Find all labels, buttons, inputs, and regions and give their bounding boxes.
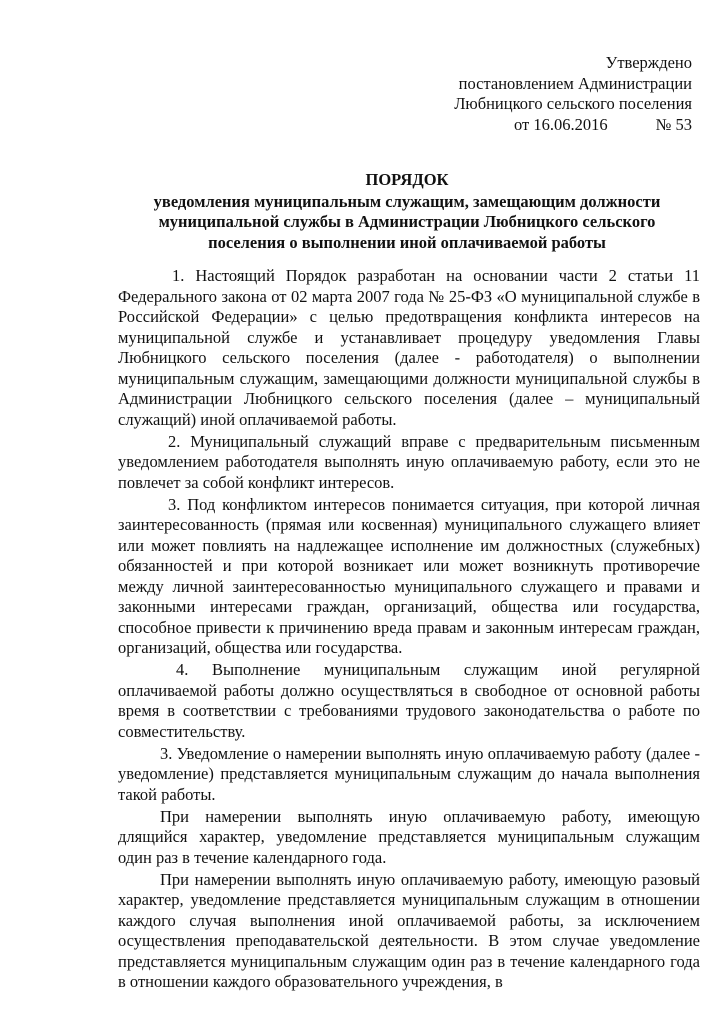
approval-settlement: Любницкого сельского поселения: [454, 94, 692, 113]
title-subtitle-line-3: поселения о выполнении иной оплачиваемой работы: [208, 232, 606, 252]
approval-number: № 53: [655, 114, 692, 134]
paragraph-7: При намерении выполнять иную оплачиваемую работу, имеющую разовый характер, уведомление представляется муниципальным служащим в отношении каждого случая выполнения иной оплачиваемой работы, за исключением осуществления преподавательской деятельности. В этом случае уведомление представляется муниципальным служащим один раз в течение календарного года в отношении каждого образовательного учреждения, в: [118, 869, 700, 991]
approval-resolution: постановлением Администрации: [458, 73, 692, 93]
approval-date: от 16.06.2016: [514, 114, 608, 134]
paragraph-5: 3. Уведомление о намерении выполнять иную оплачиваемую работу (далее - уведомление) представляется муниципальным служащим до начала выполнения такой работы.: [118, 743, 700, 804]
paragraph-6: При намерении выполнять иную оплачиваемую работу, имеющую длящийся характер, уведомление представляется муниципальным служащим один раз в течение календарного года.: [118, 806, 700, 867]
paragraph-1: 1. Настоящий Порядок разработан на основании части 2 статьи 11 Федерального закона от 02 марта 2007 года № 25-ФЗ «О муниципальной службе в Российской Федерации» с целью предотвращения конфликта интересов на муниципальной службе и устанавливает процедуру уведомления Главы Любницкого сельского поселения (далее - работодателя) о выполнении муниципальным служащим, замещающими должности муниципальной службы в Администрации Любницкого сельского поселения (далее – муниципальный служащий) иной оплачиваемой работы.: [118, 266, 700, 429]
title-subtitle-line-1: уведомления муниципальным служащим, замещающим должности: [153, 191, 661, 211]
document-title: [118, 170, 696, 253]
paragraph-2: 2. Муниципальный служащий вправе с предварительным письменным уведомлением работодателя выполнять иную оплачиваемую работу, если это не повлечет за собой конфликт интересов.: [118, 431, 700, 492]
document-body: [118, 266, 700, 994]
title-subtitle-line-2: муниципальной службы в Администрации Любницкого сельского: [158, 212, 656, 231]
approval-stamp-block: [454, 53, 692, 135]
paragraph-4: 4. Выполнение муниципальным служащим иной регулярной оплачиваемой работы должно осуществляться в свободное от основной работы время в соответствии с требованиями трудового законодательства о работе по совместительству.: [118, 660, 700, 741]
approval-date-number: [454, 115, 692, 136]
approval-approved: Утверждено: [605, 53, 692, 72]
title-heading: ПОРЯДОК: [365, 170, 449, 189]
paragraph-3: 3. Под конфликтом интересов понимается ситуация, при которой личная заинтересованность (прямая или косвенная) муниципального служащего влияет или может повлиять на надлежащее исполнение им должностных (служебных) обязанностей и при которой возникает или может возникнуть противоречие между личной заинтересованностью муниципального служащего и правами и законными интересами граждан, организаций, общества или государства, способное привести к причинению вреда правам и законным интересам граждан, организаций, общества или государства.: [118, 494, 700, 657]
